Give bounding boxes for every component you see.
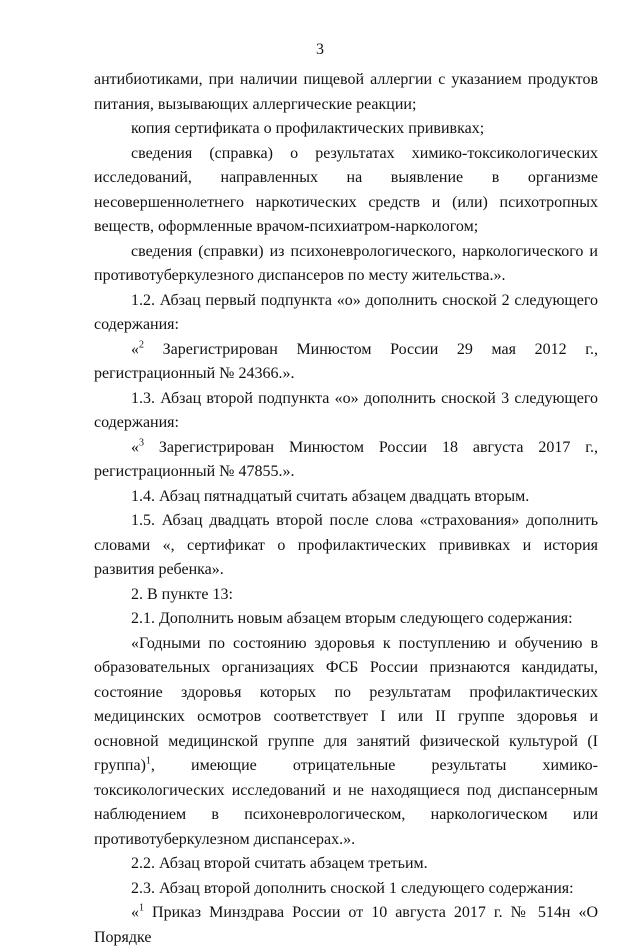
footnote-marker: 1 — [139, 902, 144, 914]
paragraph-text: 1.5. Абзац двадцать второй после слова «страхования» дополнить словами «, сертификат о профилактических прививках и история развития ребенка». — [94, 512, 598, 578]
paragraph — [94, 240, 598, 289]
page-number: 3 — [316, 41, 324, 58]
paragraph — [94, 852, 598, 877]
footnote-paragraph — [94, 338, 598, 387]
footnote-paragraph — [94, 436, 598, 485]
paragraph-text: 1.4. Абзац пятнадцатый считать абзацем двадцать вторым. — [131, 487, 530, 505]
open-quote: « — [131, 438, 139, 456]
paragraph-text: копия сертификата о профилактических прививках; — [131, 120, 485, 137]
paragraph — [94, 632, 598, 853]
paragraph — [94, 117, 598, 142]
paragraph — [94, 877, 598, 902]
paragraph-text: Зарегистрирован Минюстом России 18 августа 2017 г., регистрационный № 47855.». — [94, 438, 598, 480]
paragraph-text: 1.3. Абзац второй подпункта «о» дополнить сноской 3 следующего содержания: — [94, 389, 598, 431]
paragraph-text: Приказ Минздрава России от 10 августа 2017 г. № 514н «О Порядке — [94, 904, 598, 946]
paragraph-text: антибиотиками, при наличии пищевой аллергии с указанием продуктов питания, вызывающих аллергические реакции; — [94, 71, 598, 113]
paragraph-text: 2.2. Абзац второй считать абзацем третьим. — [131, 855, 428, 872]
paragraph — [94, 583, 598, 608]
paragraph-text: 1.2. Абзац первый подпункта «о» дополнить сноской 2 следующего содержания: — [94, 291, 598, 333]
paragraph — [94, 68, 598, 117]
paragraph-text: «Годными по состоянию здоровья к поступлению и обучению в образовательных организациях ФСБ России признаются кандидаты, состояние здоровья которых по результатам профилактических медицинских осмотров соответствует I или II группе здоровья и основной медицинской группе для занятий физической культурой (I группа) — [94, 634, 598, 774]
paragraph — [94, 509, 598, 583]
paragraph — [94, 387, 598, 436]
footnote-marker: 3 — [139, 437, 144, 449]
paragraph-text: 2.3. Абзац второй дополнить сноской 1 следующего содержания: — [131, 879, 574, 897]
paragraph-text: сведения (справка) о результатах химико-токсикологических исследований, направленных на выявление в организме несовершеннолетнего наркотических средств и (или) психотропных веществ, оформленные врачом-психиатром-наркологом; — [94, 144, 598, 235]
paragraph-text: 2. В пункте 13: — [131, 585, 233, 603]
paragraph-text: сведения (справки) из психоневрологического, наркологического и противотуберкулезного диспансеров по месту жительства.». — [94, 242, 598, 284]
footnote-paragraph — [94, 901, 598, 950]
paragraph — [94, 485, 598, 510]
footnote-marker: 1 — [145, 755, 151, 767]
document-body — [94, 68, 598, 950]
open-quote: « — [131, 904, 139, 921]
paragraph — [94, 607, 598, 632]
paragraph-text-continued: , имеющие отрицательные результаты химико-токсикологических исследований и не находящиеся под диспансерным наблюдением в психоневрологическом, наркологическом или противотуберкулезном диспансерах.». — [94, 757, 598, 848]
paragraph-text: 2.1. Дополнить новым абзацем вторым следующего содержания: — [131, 610, 573, 627]
footnote-marker: 2 — [139, 339, 144, 351]
open-quote: « — [131, 340, 139, 358]
paragraph-text: Зарегистрирован Минюстом России 29 мая 2012 г., регистрационный № 24366.». — [94, 340, 598, 382]
paragraph — [94, 142, 598, 240]
paragraph — [94, 289, 598, 338]
